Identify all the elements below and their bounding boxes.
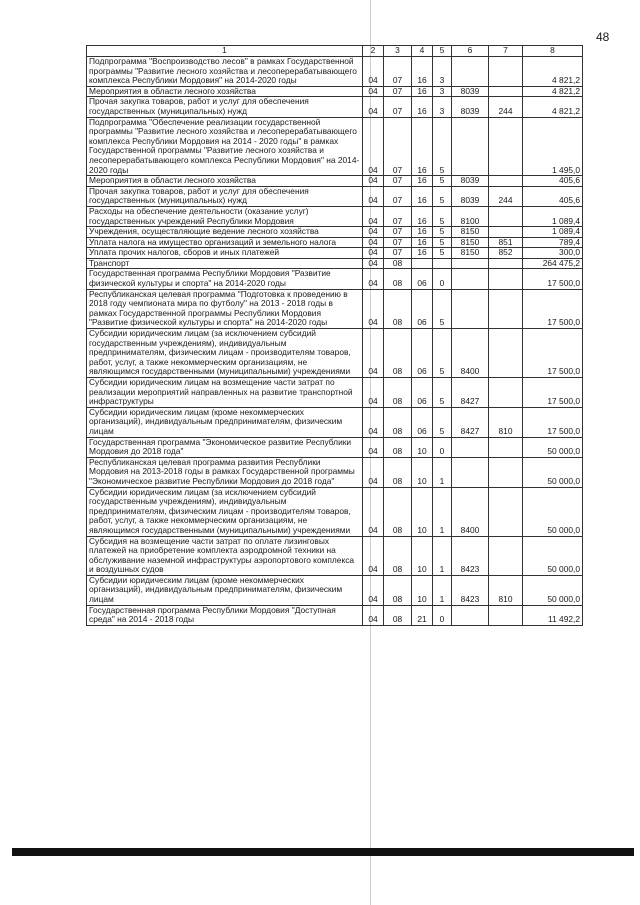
table-row	[87, 176, 583, 187]
code-cell	[489, 57, 523, 87]
code-cell: 07	[384, 227, 412, 238]
row-name-cell: Транспорт	[87, 258, 363, 269]
amount-cell: 17 500,0	[523, 329, 583, 378]
code-cell: 10	[412, 457, 433, 487]
code-cell	[489, 206, 523, 226]
code-cell	[489, 289, 523, 328]
code-cell	[489, 536, 523, 575]
code-cell: 8150	[452, 227, 489, 238]
code-cell: 0	[433, 605, 452, 625]
code-cell: 5	[433, 248, 452, 259]
code-cell: 06	[412, 378, 433, 408]
table-row	[87, 227, 583, 238]
code-cell: 08	[384, 258, 412, 269]
table-row	[87, 536, 583, 575]
code-cell: 04	[363, 117, 384, 176]
amount-cell: 264 475,2	[523, 258, 583, 269]
code-cell	[452, 605, 489, 625]
row-name-cell: Мероприятия в области лесного хозяйства	[87, 86, 363, 97]
code-cell: 04	[363, 269, 384, 289]
code-cell: 16	[412, 206, 433, 226]
table-row	[87, 289, 583, 328]
code-cell: 16	[412, 248, 433, 259]
code-cell	[412, 258, 433, 269]
table-row	[87, 437, 583, 457]
code-cell: 08	[384, 575, 412, 605]
code-cell: 04	[363, 176, 384, 187]
code-cell	[452, 269, 489, 289]
code-cell: 8423	[452, 536, 489, 575]
amount-cell: 17 500,0	[523, 269, 583, 289]
code-cell	[433, 258, 452, 269]
code-cell: 10	[412, 536, 433, 575]
code-cell: 16	[412, 117, 433, 176]
table-row	[87, 329, 583, 378]
code-cell: 08	[384, 457, 412, 487]
code-cell: 04	[363, 57, 384, 87]
table-row	[87, 97, 583, 117]
amount-cell: 1 495,0	[523, 117, 583, 176]
code-cell: 5	[433, 237, 452, 248]
code-cell: 16	[412, 86, 433, 97]
code-cell: 04	[363, 378, 384, 408]
code-cell: 08	[384, 487, 412, 536]
code-cell: 06	[412, 329, 433, 378]
amount-cell: 4 821,2	[523, 86, 583, 97]
amount-cell: 17 500,0	[523, 289, 583, 328]
amount-cell: 50 000,0	[523, 437, 583, 457]
code-cell: 06	[412, 269, 433, 289]
row-name-cell: Субсидия на возмещение части затрат по оплате лизинговых платежей на приобретение комплекта аэродромной техники на обслуживание наземной инфраструктуры аэропортового комплекса и воздушных судов	[87, 536, 363, 575]
code-cell: 07	[384, 176, 412, 187]
code-cell: 0	[433, 269, 452, 289]
code-cell: 1	[433, 575, 452, 605]
code-cell: 810	[489, 407, 523, 437]
amount-cell: 789,4	[523, 237, 583, 248]
code-cell: 1	[433, 487, 452, 536]
code-cell: 8400	[452, 329, 489, 378]
code-cell: 16	[412, 227, 433, 238]
code-cell: 851	[489, 237, 523, 248]
code-cell: 06	[412, 407, 433, 437]
code-cell: 3	[433, 57, 452, 87]
code-cell: 08	[384, 329, 412, 378]
row-name-cell: Расходы на обеспечение деятельности (оказание услуг) государственных учреждений Республики Мордовия	[87, 206, 363, 226]
code-cell: 04	[363, 186, 384, 206]
code-cell: 10	[412, 437, 433, 457]
table-body	[87, 57, 583, 626]
code-cell	[489, 378, 523, 408]
header-cell: 6	[452, 46, 489, 57]
code-cell	[489, 329, 523, 378]
amount-cell: 50 000,0	[523, 487, 583, 536]
row-name-cell: Уплата налога на имущество организаций и земельного налога	[87, 237, 363, 248]
code-cell: 16	[412, 97, 433, 117]
row-name-cell: Подпрограмма "Обеспечение реализации государственной программы "Развитие лесного хозяйства и лесоперерабатывающего комплекса Республики Мордовия на 2014 - 2020 годы" в рамках Государственной программы "Развитие лесного хозяйства и лесоперерабатывающего комплекса Республики Мордовия" на 2014-2020 годы	[87, 117, 363, 176]
code-cell	[452, 289, 489, 328]
code-cell: 04	[363, 227, 384, 238]
table-row	[87, 86, 583, 97]
code-cell: 8150	[452, 237, 489, 248]
code-cell: 8039	[452, 176, 489, 187]
code-cell: 08	[384, 536, 412, 575]
code-cell: 244	[489, 97, 523, 117]
code-cell: 5	[433, 117, 452, 176]
code-cell: 8039	[452, 186, 489, 206]
header-cell: 1	[87, 46, 363, 57]
code-cell: 08	[384, 407, 412, 437]
amount-cell: 4 821,2	[523, 97, 583, 117]
row-name-cell: Субсидии юридическим лицам (кроме некоммерческих организаций), индивидуальным предпринимателям, физическим лицам	[87, 407, 363, 437]
code-cell: 8039	[452, 97, 489, 117]
code-cell: 0	[433, 437, 452, 457]
row-name-cell: Государственная программа Республики Мордовия "Доступная среда" на 2014 - 2018 годы	[87, 605, 363, 625]
code-cell: 1	[433, 536, 452, 575]
code-cell	[452, 258, 489, 269]
table-row	[87, 57, 583, 87]
code-cell: 21	[412, 605, 433, 625]
code-cell: 3	[433, 97, 452, 117]
amount-cell: 1 089,4	[523, 206, 583, 226]
code-cell: 5	[433, 378, 452, 408]
amount-cell: 405,6	[523, 176, 583, 187]
code-cell: 08	[384, 437, 412, 457]
code-cell	[452, 437, 489, 457]
code-cell: 07	[384, 97, 412, 117]
code-cell: 08	[384, 269, 412, 289]
header-cell: 4	[412, 46, 433, 57]
code-cell: 04	[363, 437, 384, 457]
code-cell: 8100	[452, 206, 489, 226]
header-cell: 5	[433, 46, 452, 57]
header-cell: 2	[363, 46, 384, 57]
row-name-cell: Подпрограмма "Воспроизводство лесов" в рамках Государственной программы "Развитие лесного хозяйства и лесоперерабатывающего комплекса Республики Мордовия" на 2014-2020 годы	[87, 57, 363, 87]
row-name-cell: Субсидии юридическим лицам (кроме некоммерческих организаций), индивидуальным предпринимателям, физическим лицам	[87, 575, 363, 605]
table-row	[87, 407, 583, 437]
code-cell: 04	[363, 575, 384, 605]
header-cell: 3	[384, 46, 412, 57]
row-name-cell: Уплата прочих налогов, сборов и иных платежей	[87, 248, 363, 259]
table-row	[87, 206, 583, 226]
code-cell: 8400	[452, 487, 489, 536]
amount-cell: 50 000,0	[523, 536, 583, 575]
scan-border-bar	[12, 848, 634, 856]
code-cell	[489, 457, 523, 487]
code-cell: 04	[363, 248, 384, 259]
code-cell: 07	[384, 248, 412, 259]
code-cell: 08	[384, 289, 412, 328]
code-cell: 8039	[452, 86, 489, 97]
row-name-cell: Мероприятия в области лесного хозяйства	[87, 176, 363, 187]
code-cell	[489, 269, 523, 289]
code-cell: 08	[384, 378, 412, 408]
header-cell: 8	[523, 46, 583, 57]
code-cell	[489, 86, 523, 97]
code-cell	[489, 258, 523, 269]
code-cell: 07	[384, 206, 412, 226]
code-cell	[489, 487, 523, 536]
table-row	[87, 258, 583, 269]
amount-cell: 300,0	[523, 248, 583, 259]
code-cell	[489, 117, 523, 176]
code-cell: 3	[433, 86, 452, 97]
code-cell: 16	[412, 57, 433, 87]
code-cell: 5	[433, 176, 452, 187]
row-name-cell: Субсидии юридическим лицам (за исключением субсидий государственным учреждениям), индивидуальным предпринимателям, физическим лицам - производителям товаров, работ, услуг, а также некоммерческим организациям, не являющимся государственными (муниципальными) учреждениями	[87, 329, 363, 378]
code-cell: 04	[363, 86, 384, 97]
code-cell	[452, 57, 489, 87]
code-cell: 04	[363, 206, 384, 226]
code-cell: 04	[363, 457, 384, 487]
row-name-cell: Прочая закупка товаров, работ и услуг для обеспечения государственных (муниципальных) нужд	[87, 97, 363, 117]
code-cell: 8423	[452, 575, 489, 605]
code-cell: 04	[363, 487, 384, 536]
code-cell: 04	[363, 289, 384, 328]
code-cell: 04	[363, 605, 384, 625]
code-cell: 5	[433, 407, 452, 437]
code-cell: 07	[384, 86, 412, 97]
row-name-cell: Республиканская целевая программа развития Республики Мордовия на 2013-2018 годы в рамках Государственной программы "Экономическое развитие Республики Мордовия до 2018 года"	[87, 457, 363, 487]
table-row	[87, 117, 583, 176]
code-cell: 08	[384, 605, 412, 625]
code-cell: 04	[363, 97, 384, 117]
code-cell: 8427	[452, 407, 489, 437]
table-row	[87, 575, 583, 605]
row-name-cell: Учреждения, осуществляющие ведение лесного хозяйства	[87, 227, 363, 238]
table-row	[87, 605, 583, 625]
amount-cell: 1 089,4	[523, 227, 583, 238]
amount-cell: 405,6	[523, 186, 583, 206]
row-name-cell: Субсидии юридическим лицам (за исключением субсидий государственным учреждениям), индивидуальным предпринимателям, физическим лицам - производителям товаров, работ, услуг, а также некоммерческим организациям, не являющимся государственными (муниципальными) учреждениями	[87, 487, 363, 536]
row-name-cell: Государственная программа Республики Мордовия "Развитие физической культуры и спорта" на 2014-2020 годы	[87, 269, 363, 289]
table-row	[87, 248, 583, 259]
code-cell: 5	[433, 227, 452, 238]
table-row	[87, 487, 583, 536]
code-cell: 16	[412, 237, 433, 248]
code-cell	[489, 605, 523, 625]
amount-cell: 17 500,0	[523, 407, 583, 437]
page-number: 48	[596, 30, 610, 44]
code-cell: 04	[363, 258, 384, 269]
code-cell: 07	[384, 57, 412, 87]
amount-cell: 11 492,2	[523, 605, 583, 625]
amount-cell: 50 000,0	[523, 575, 583, 605]
header-row	[87, 46, 583, 57]
table-row	[87, 378, 583, 408]
code-cell: 07	[384, 186, 412, 206]
code-cell: 5	[433, 329, 452, 378]
amount-cell: 17 500,0	[523, 378, 583, 408]
budget-table	[86, 45, 583, 626]
code-cell: 5	[433, 289, 452, 328]
code-cell	[452, 117, 489, 176]
code-cell: 8150	[452, 248, 489, 259]
code-cell: 16	[412, 186, 433, 206]
code-cell: 07	[384, 237, 412, 248]
code-cell: 07	[384, 117, 412, 176]
code-cell: 244	[489, 186, 523, 206]
table-row	[87, 269, 583, 289]
code-cell: 04	[363, 536, 384, 575]
code-cell: 8427	[452, 378, 489, 408]
code-cell: 10	[412, 575, 433, 605]
table-row	[87, 237, 583, 248]
code-cell	[452, 457, 489, 487]
code-cell: 810	[489, 575, 523, 605]
budget-table-container	[86, 45, 582, 626]
code-cell	[489, 437, 523, 457]
code-cell: 04	[363, 329, 384, 378]
table-row	[87, 186, 583, 206]
code-cell	[489, 227, 523, 238]
code-cell: 10	[412, 487, 433, 536]
header-cell: 7	[489, 46, 523, 57]
code-cell: 5	[433, 186, 452, 206]
code-cell: 06	[412, 289, 433, 328]
amount-cell: 50 000,0	[523, 457, 583, 487]
row-name-cell: Республиканская целевая программа "Подготовка к проведению в 2018 году чемпионата мира по футболу" на 2013 - 2018 годы в рамках Государственной программы Республики Мордовия "Развитие физической культуры и спорта" на 2014-2020 годы	[87, 289, 363, 328]
code-cell: 04	[363, 237, 384, 248]
row-name-cell: Прочая закупка товаров, работ и услуг для обеспечения государственных (муниципальных) нужд	[87, 186, 363, 206]
row-name-cell: Субсидии юридическим лицам на возмещение части затрат по реализации мероприятий направленных на развитие транспортной инфраструктуры	[87, 378, 363, 408]
code-cell: 1	[433, 457, 452, 487]
code-cell: 16	[412, 176, 433, 187]
code-cell	[489, 176, 523, 187]
amount-cell: 4 821,2	[523, 57, 583, 87]
code-cell: 04	[363, 407, 384, 437]
code-cell: 852	[489, 248, 523, 259]
code-cell: 5	[433, 206, 452, 226]
table-row	[87, 457, 583, 487]
row-name-cell: Государственная программа "Экономическое развитие Республики Мордовия до 2018 года"	[87, 437, 363, 457]
